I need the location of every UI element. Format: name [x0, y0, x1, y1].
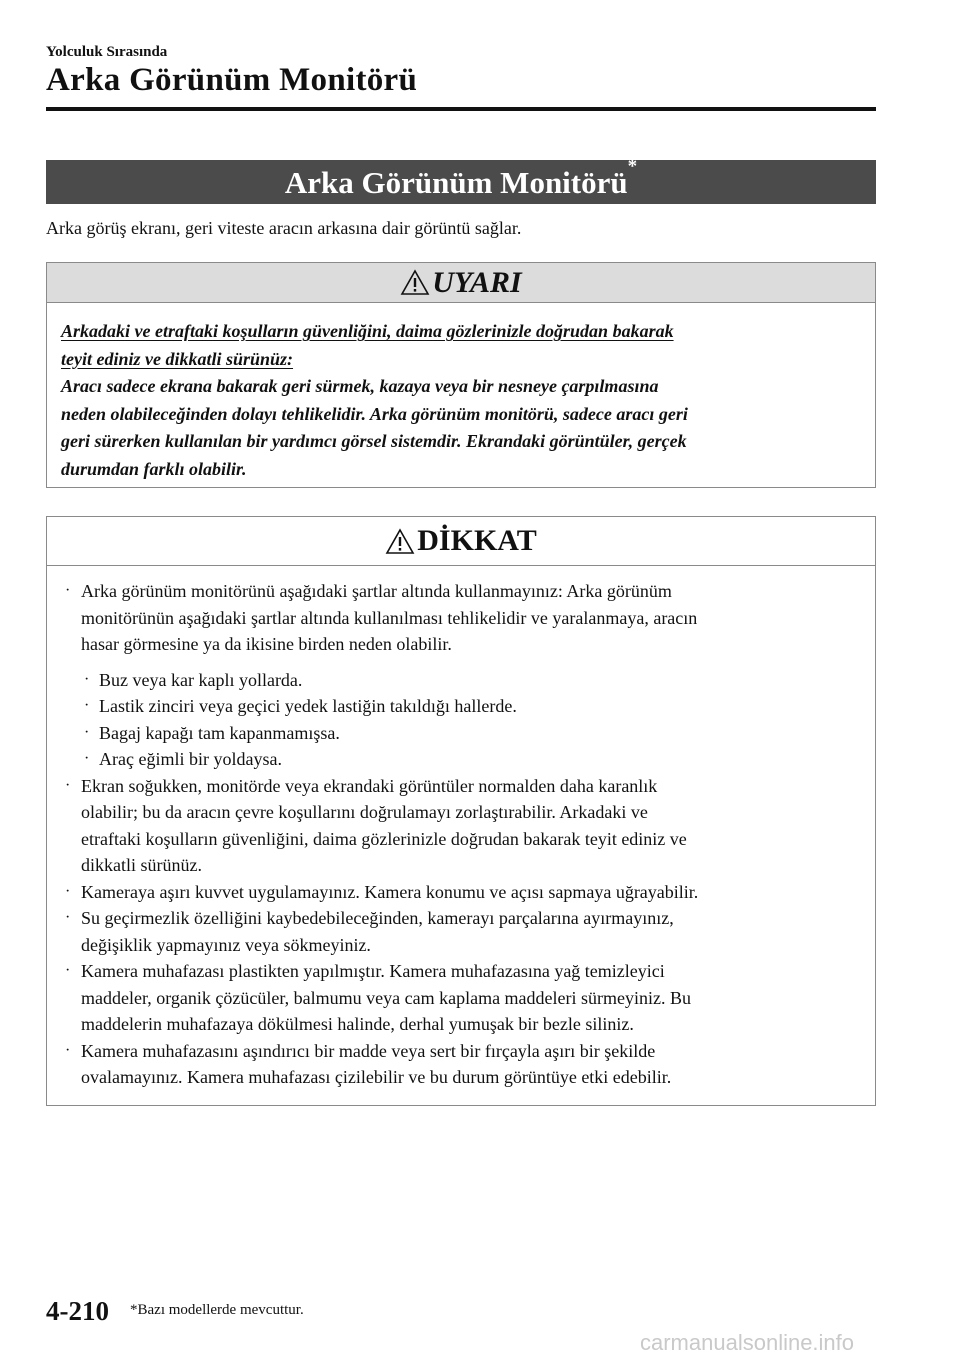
caution-subitem: [47, 667, 875, 694]
warning-line: Aracı sadece ekrana bakarak geri sürmek, kazaya veya bir nesneye çarpılmasına: [61, 376, 659, 396]
caution-item: [47, 905, 875, 958]
watermark: carmanualsonline.info: [640, 1330, 855, 1355]
caution-box: [46, 516, 876, 1106]
caution-item: [47, 773, 875, 879]
caution-subitem-line: Bagaj kapağı tam kapanmamışsa.: [99, 722, 340, 743]
warning-header: [47, 263, 875, 303]
warning-line: geri sürerken kullanılan bir yardımcı görsel sistemdir. Ekrandaki görüntüler, gerçek: [61, 431, 687, 451]
caution-item-line: Su geçirmezlik özelliğini kaybedebileceğinden, kamerayı parçalarına ayırmayınız,: [81, 908, 674, 928]
availability-marker: *: [627, 156, 638, 177]
warning-box: [46, 262, 876, 488]
caution-item-line: ovalamayınız. Kamera muhafazası çizilebilir ve bu durum görüntüye etki edebilir.: [81, 1067, 672, 1087]
bullet: ·: [65, 582, 71, 599]
bullet: ·: [84, 723, 90, 741]
intro-text: Arka görüş ekranı, geri viteste aracın arkasına dair görüntü sağlar.: [46, 218, 522, 238]
bullet: ·: [65, 962, 71, 979]
bullet: ·: [84, 697, 90, 714]
warning-line: neden olabileceğinden dolayı tehlikelidir. Arka görünüm monitörü, sadece aracı geri: [61, 403, 688, 424]
caution-item-line: Kamera muhafazası plastikten yapılmıştır. Kamera muhafazasına yağ temizleyici: [81, 961, 665, 981]
caution-item-line: Ekran soğukken, monitörde veya ekrandaki görüntüler normalden daha karanlık: [81, 775, 658, 796]
caution-item-line: hasar görmesine ya da ikisine birden neden olabilir.: [81, 634, 452, 654]
chapter-title: Yolculuk Sırasında: [46, 44, 168, 60]
section-title: Arka Görünüm Monitörü: [284, 165, 628, 200]
caution-item: [47, 879, 875, 906]
warning-line: durumdan farklı olabilir.: [61, 458, 247, 479]
caution-subitem-line: Lastik zinciri veya geçici yedek lastiğin takıldığı hallerde.: [99, 696, 517, 716]
section-banner: [46, 156, 876, 204]
caution-item-line: maddeler, organik çözücüler, balmumu veya cam kaplama maddeleri sürmeyiniz. Bu: [81, 987, 692, 1008]
warning-body: [47, 303, 875, 483]
bullet: ·: [65, 1041, 71, 1059]
bullet: ·: [65, 909, 71, 926]
caution-item-line: olabilir; bu da aracın çevre koşullarını doğrulamayı zorlaştırabilir. Arkadaki ve: [81, 802, 648, 822]
bullet: ·: [84, 670, 90, 688]
warning-triangle-icon: [385, 528, 415, 555]
caution-subitem: [47, 693, 875, 720]
caution-item-line: maddelerin muhafazaya dökülmesi halinde, derhal yumuşak bir bezle siliniz.: [81, 1014, 634, 1034]
warning-underlined-line: teyit ediniz ve dikkatli sürünüz:: [61, 348, 294, 369]
caution-item: [47, 958, 875, 1038]
warning-underlined-line: Arkadaki ve etraftaki koşulların güvenliğini, daima gözlerinizle doğrudan bakarak: [61, 321, 674, 341]
caution-subitem-line: Buz veya kar kaplı yollarda.: [99, 669, 303, 690]
caution-item-line: monitörünün aşağıdaki şartlar altında kullanılması tehlikelidir ve yaralanmaya, aracın: [81, 607, 698, 628]
bullet: ·: [65, 776, 71, 794]
caution-item-line: Kameraya aşırı kuvvet uygulamayınız. Kamera konumu ve açısı sapmaya uğrayabilir.: [81, 881, 699, 902]
page-title: Arka Görünüm Monitörü: [46, 62, 418, 98]
caution-item-line: Arka görünüm monitörünü aşağıdaki şartlar altında kullanmayınız: Arka görünüm: [81, 581, 672, 601]
bullet: ·: [84, 750, 90, 767]
caution-item-line: Kamera muhafazasını aşındırıcı bir madde veya sert bir fırçayla aşırı bir şekilde: [81, 1040, 656, 1061]
warning-heading: UYARI: [432, 265, 522, 299]
header-divider: [46, 107, 876, 111]
warning-triangle-icon: [400, 269, 430, 296]
caution-body: [47, 566, 875, 1091]
caution-subitem-line: Araç eğimli bir yoldaysa.: [99, 749, 282, 769]
bullet: ·: [65, 882, 71, 900]
caution-subitem: [47, 746, 875, 773]
caution-item-line: etraftaki koşulların güvenliğini, daima gözlerinizle doğrudan bakarak teyit ediniz ve: [81, 828, 687, 849]
caution-subitem: [47, 720, 875, 747]
caution-item: [47, 578, 875, 658]
caution-item: [47, 1038, 875, 1091]
caution-item-line: dikkatli sürünüz.: [81, 855, 202, 875]
caution-item-line: değişiklik yapmayınız veya sökmeyiniz.: [81, 934, 371, 955]
footnote: *Bazı modellerde mevcuttur.: [130, 1302, 304, 1318]
caution-heading: DİKKAT: [417, 524, 537, 557]
caution-header: [47, 517, 875, 566]
page-number: 4-210: [46, 1296, 109, 1326]
